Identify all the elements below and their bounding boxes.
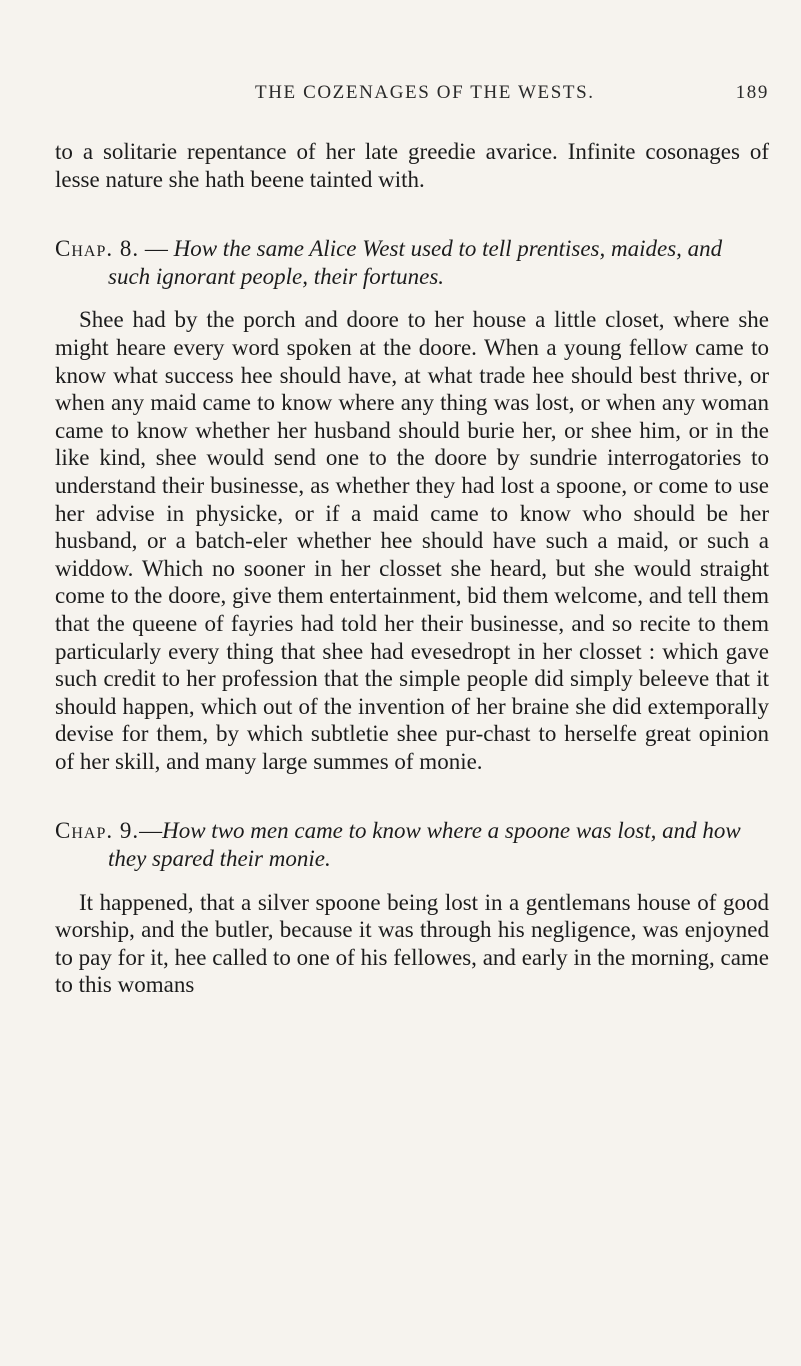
page-header [55,82,769,112]
chapter-8-title: How the same Alice West used to tell prentises, maides, and such ignorant people, their fortunes. [108,236,723,289]
opening-paragraph: to a solitarie repentance of her late greedie avarice. Infinite cosonages of lesse nature she hath beene tainted with. [55,139,769,192]
chapter-8-label: Chap. 8. [55,236,140,262]
chapter-9-body: It happened, that a silver spoone being lost in a gentlemans house of good worship, and the butler, because it was through his negligence, was enjoyned to pay for it, hee called to one of his fellowes, and early in the morning, came to this womans [55,889,769,998]
chapter-9-separator: — [139,818,163,844]
chapter-9-label: Chap. 9. [55,818,140,844]
page-number: 189 [735,82,769,103]
chapter-9-heading [55,817,769,872]
chapter-8-body: Shee had by the porch and doore to her house a little closet, where she might heare every word spoken at the doore. When a young fellow came to know what success hee should have, at what trade hee should best thrive, or when any maid came to know where any thing was lost, or when any woman came to know whether her husband should burie her, or shee him, or in the like kind, shee would send one to the doore by sundrie interrogatories to understand their businesse, as whether they had lost a spoone, or come to use her advise in physicke, or if a maid came to know who should be her husband, or a batch-eler whether hee should have such a maid, or such a widdow. Which no sooner in her closset she heard, but she would straight come to the doore, give them entertainment, bid them welcome, and tell them that the queene of fayries had told her their businesse, and so recite to them particularly every thing that shee had evesedropt in her closset : which gave such credit to her profession that the simple people did simply beleeve that it should happen, which out of the invention of her braine she did extemporally devise for them, by which subtletie shee pur-chast to herselfe great opinion of her skill, and many large summes of monie. [55,307,769,774]
chapter-9-title: How two men came to know where a spoone was lost, and how they spared their monie. [108,818,741,872]
chapter-8-heading [55,235,769,290]
chapter-8-separator: — [139,236,174,262]
running-title: THE COZENAGES OF THE WESTS. [255,82,595,103]
book-page [55,82,769,999]
